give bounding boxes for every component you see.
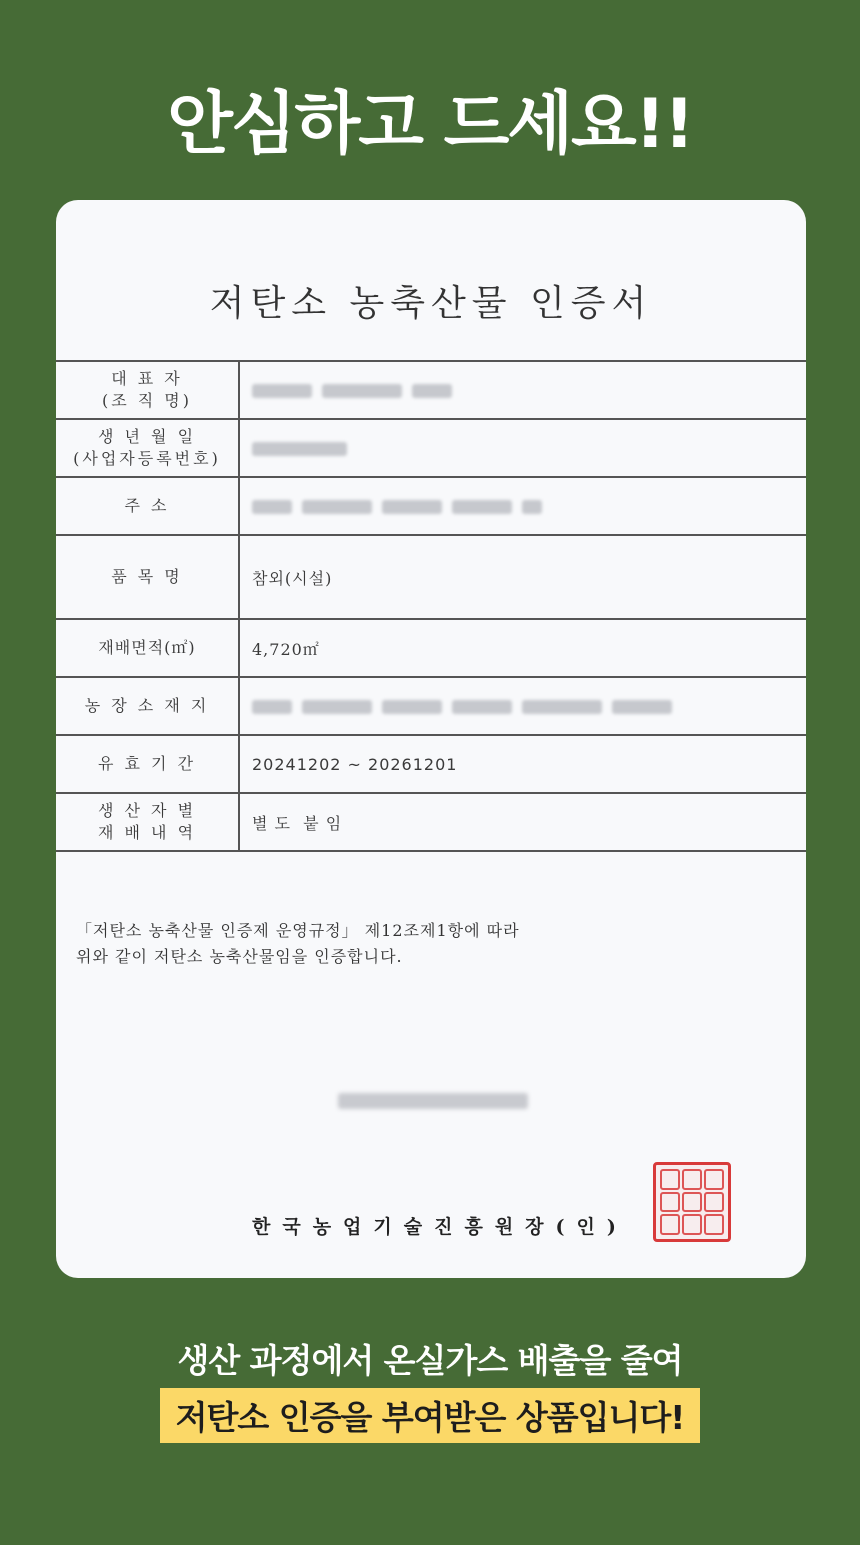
bottom-caption-line-2: 저탄소 인증을 부여받은 상품입니다! — [160, 1388, 701, 1443]
bottom-caption-line-1: 생산 과정에서 온실가스 배출을 줄여 — [177, 1341, 683, 1380]
table-row — [56, 735, 806, 793]
row-label: 대 표 자 (조 직 명) — [56, 361, 239, 419]
table-row — [56, 477, 806, 535]
row-label: 생 년 월 일 (사업자등록번호) — [56, 419, 239, 477]
official-seal-icon — [653, 1162, 731, 1242]
certificate-document — [56, 200, 806, 1278]
row-value-redacted — [239, 677, 806, 735]
bottom-caption-highlight-wrap — [0, 1388, 860, 1443]
certificate-title: 저탄소 농축산물 인증서 — [209, 283, 653, 324]
row-label: 유 효 기 간 — [56, 735, 239, 793]
certificate-notice — [76, 918, 776, 970]
row-value: 별 도 붙 임 — [239, 793, 806, 851]
row-label: 농 장 소 재 지 — [56, 677, 239, 735]
row-value: 4,720㎡ — [239, 619, 806, 677]
row-label: 재배면적(㎡) — [56, 619, 239, 677]
row-value: 참외(시설) — [239, 535, 806, 619]
issuer-name: 한국농업기술진흥원장(인) — [252, 1216, 628, 1238]
table-row — [56, 361, 806, 419]
notice-line-2: 위와 같이 저탄소 농축산물임을 인증합니다. — [76, 947, 403, 966]
table-row — [56, 535, 806, 619]
row-label: 주 소 — [56, 477, 239, 535]
row-value-redacted — [239, 477, 806, 535]
row-label: 생 산 자 별 재 배 내 역 — [56, 793, 239, 851]
row-label: 품 목 명 — [56, 535, 239, 619]
notice-line-1: 「저탄소 농축산물 인증제 운영규정」 제12조제1항에 따라 — [76, 921, 520, 940]
row-value: 20241202 ~ 20261201 — [239, 735, 806, 793]
row-value-redacted — [239, 419, 806, 477]
certificate-table — [56, 360, 806, 852]
table-row — [56, 619, 806, 677]
table-row — [56, 419, 806, 477]
headline: 안심하고 드세요!! — [167, 85, 693, 164]
issue-date-redacted — [338, 1093, 528, 1109]
row-value-redacted — [239, 361, 806, 419]
table-row — [56, 793, 806, 851]
table-row — [56, 677, 806, 735]
